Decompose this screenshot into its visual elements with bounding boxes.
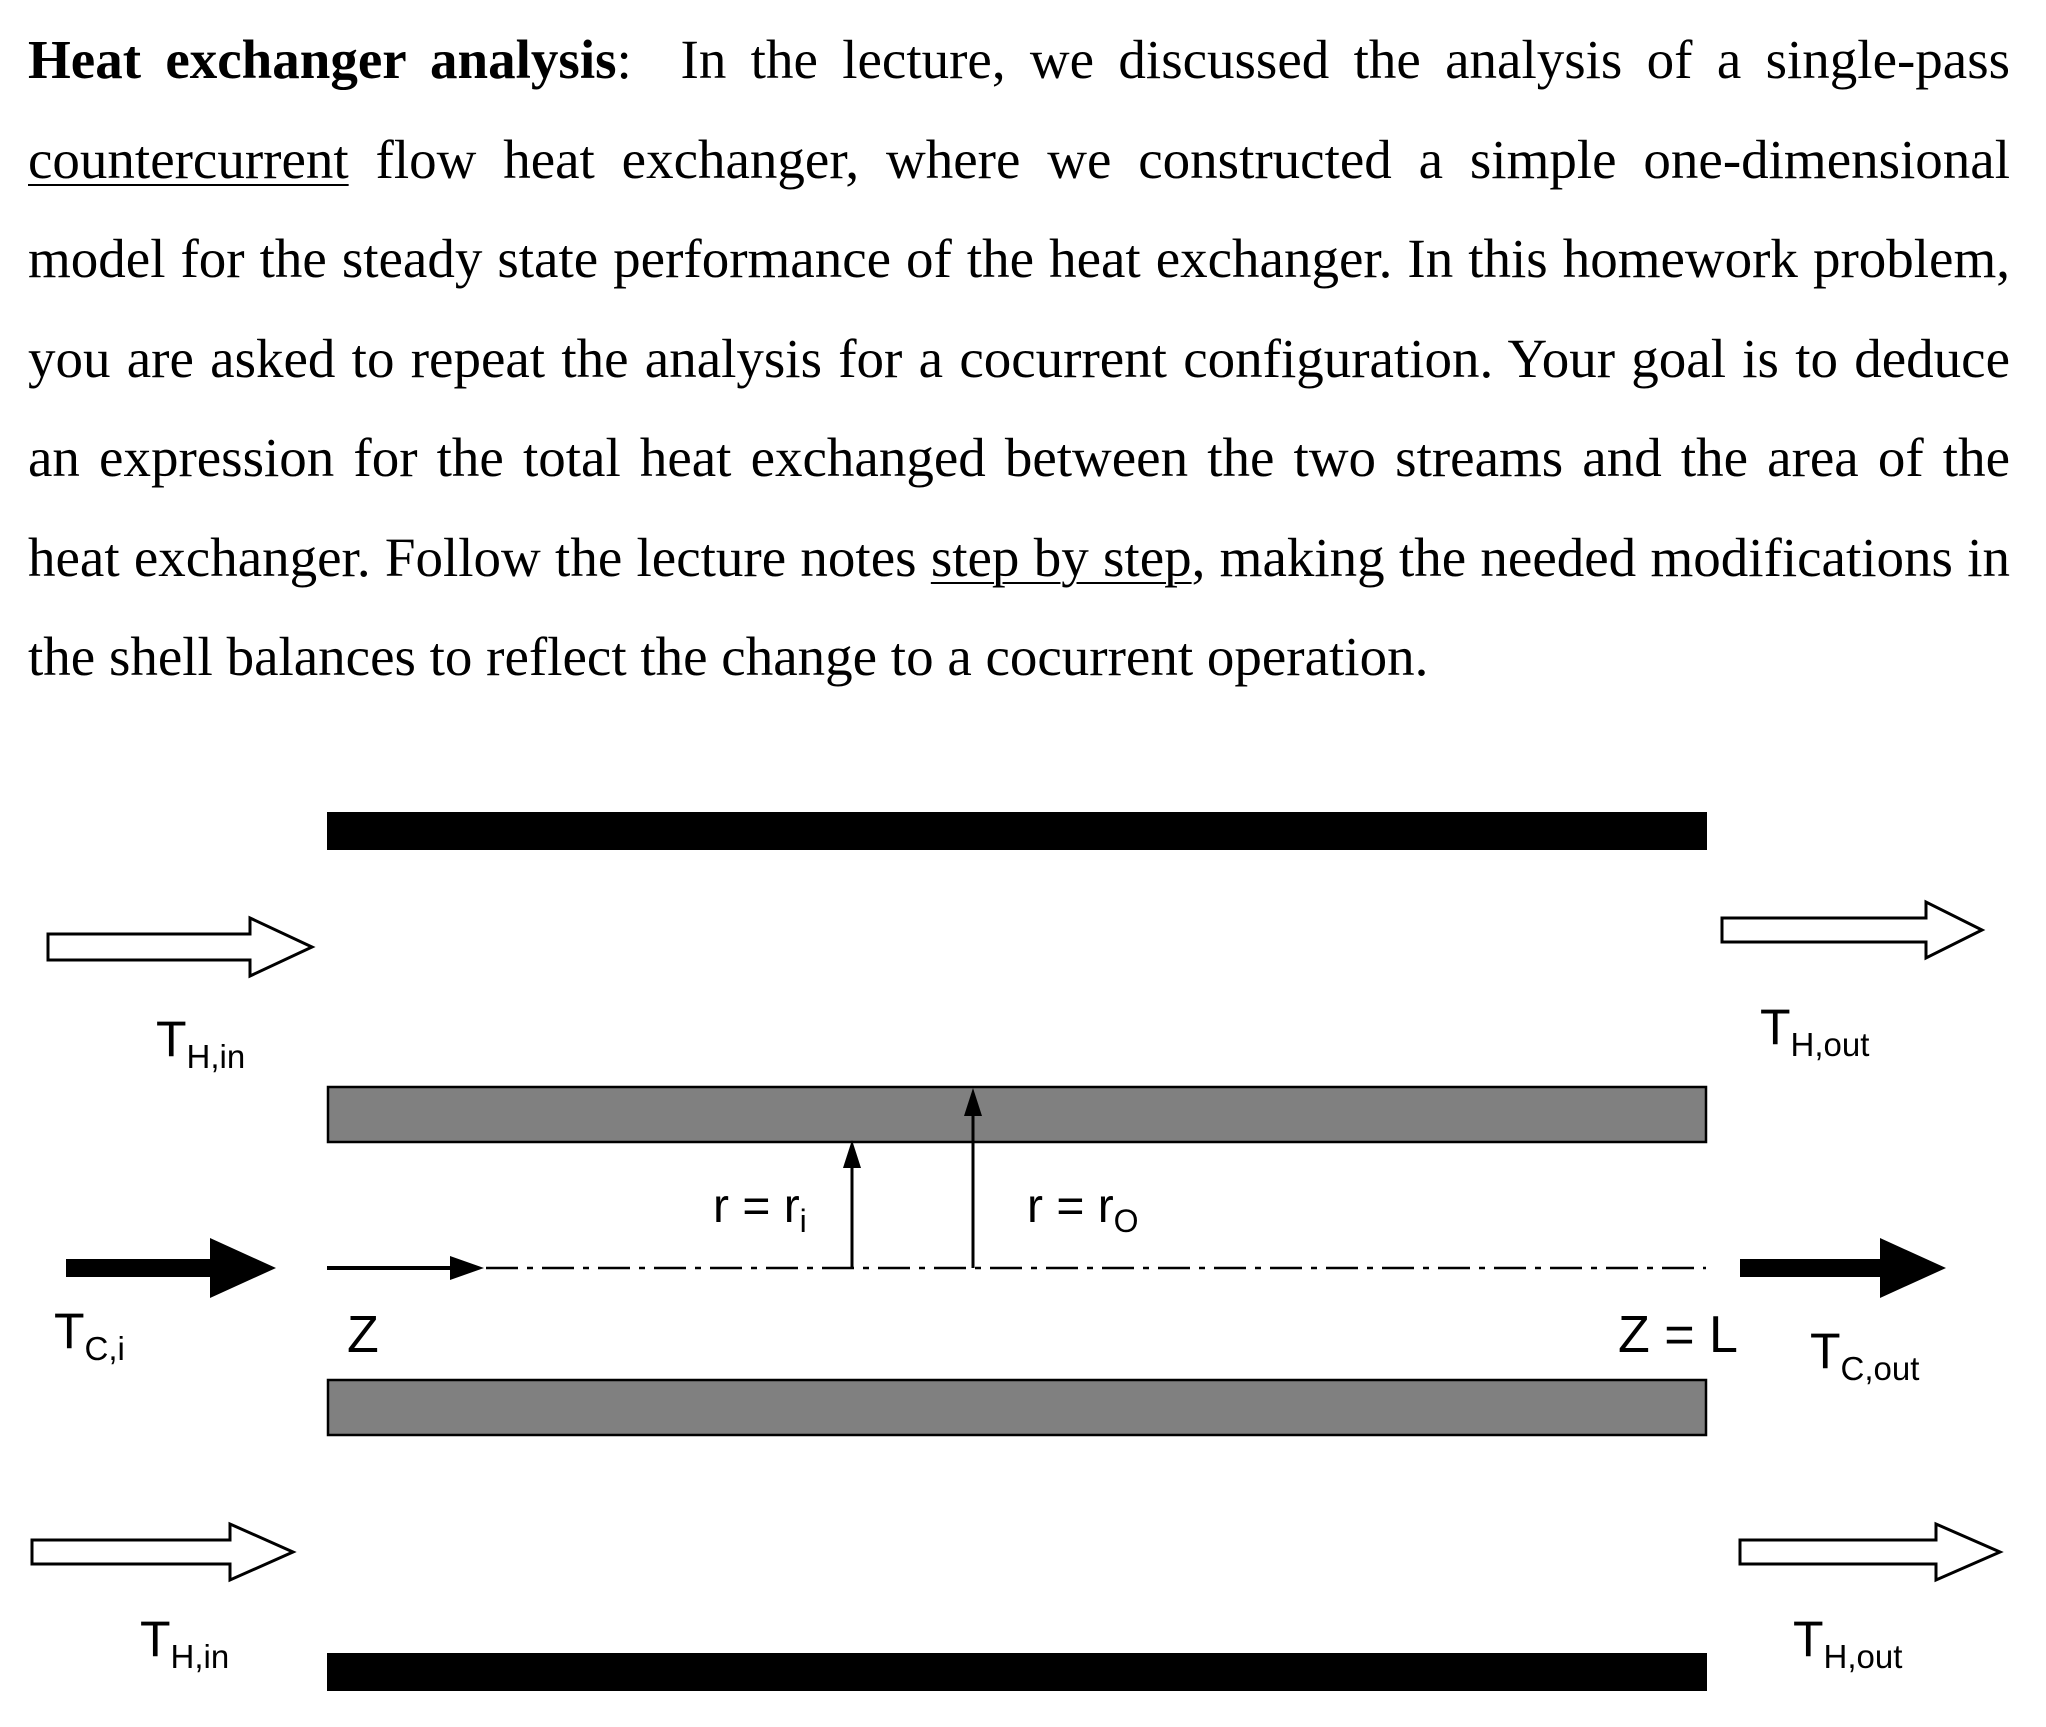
hot-outlet-arrow-bottom: [1740, 1524, 2000, 1580]
axis-end-label: Z = L: [1618, 1306, 1738, 1364]
problem-body-part2: , making the needed modifications in the shell balances to reflect the change to a cocurrent operation.: [28, 526, 2010, 687]
inner-tube-wall-top: [328, 1087, 1706, 1142]
problem-intro: In the lecture, we discussed the analysis of a single-pass: [680, 29, 2011, 90]
z-direction-arrowhead: [450, 1256, 484, 1280]
hot-outlet-arrow-top: [1722, 902, 1982, 958]
countercurrent-word: countercurrent: [28, 128, 349, 190]
hot-inlet-arrow-top: [48, 918, 312, 976]
outer-wall-top: [327, 812, 1707, 850]
hot-outlet-label-bottom: $T_{H,out}$: [1793, 1611, 1903, 1675]
inner-radius-label: $r = r_i$: [713, 1180, 807, 1239]
outer-wall-bottom: [327, 1653, 1707, 1691]
cold-outlet-arrow: [1740, 1238, 1946, 1298]
heading-colon: :: [616, 29, 632, 90]
step-by-step-phrase: step by step: [930, 526, 1192, 588]
cold-inlet-arrow: [66, 1238, 276, 1298]
outer-radius-label: $r = r_O$: [1027, 1180, 1139, 1239]
inner-tube-wall-bottom: [328, 1380, 1706, 1435]
hot-inlet-arrow-bottom: [32, 1524, 293, 1580]
axis-start-label: Z: [347, 1306, 379, 1364]
hot-inlet-label-bottom: $T_{H,in}$: [140, 1611, 230, 1675]
problem-heading: Heat exchanger analysis: [28, 29, 617, 90]
inner-radius-arrowhead: [843, 1140, 861, 1168]
cold-inlet-label: $T_{C,i}$: [54, 1303, 125, 1367]
hot-outlet-label-top: $T_{H,out}$: [1760, 999, 1870, 1063]
problem-body-part1: flow heat exchanger, where we constructed a simple one-dimensional model for the steady state performance of the heat exchanger. In this homework problem, you are asked to repeat the analysis for a cocurrent configuration. Your goal is to deduce an expression for the total heat exchanged between the two streams and the area of the heat exchanger. Follow the lecture notes: [28, 128, 2011, 588]
hot-inlet-label-top: $T_{H,in}$: [156, 1011, 246, 1075]
cold-outlet-label: $T_{C,out}$: [1810, 1323, 1920, 1387]
